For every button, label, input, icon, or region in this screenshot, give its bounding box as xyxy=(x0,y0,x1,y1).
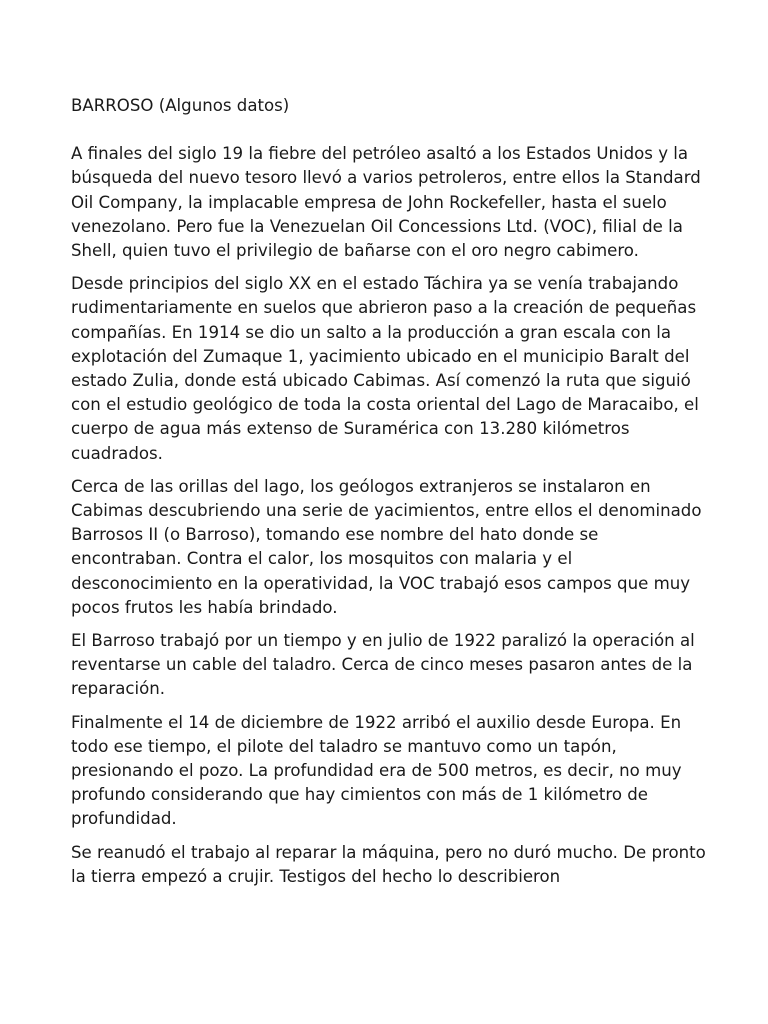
paragraph-5: Finalmente el 14 de diciembre de 1922 arribó el auxilio desde Europa. En todo ese tiempo, el pilote del taladro se mantuvo como un tapón, presionando el pozo. La profundidad era de 500 metros, es decir, no muy profundo considerando que hay cimientos con más de 1 kilómetro de profundidad. xyxy=(71,712,682,829)
paragraph-1: A finales del siglo 19 la fiebre del petróleo asaltó a los Estados Unidos y la búsqueda del nuevo tesoro llevó a varios petroleros, entre ellos la Standard Oil Company, la implacable empresa de John Rockefeller, hasta el suelo venezolano. Pero fue la Venezuelan Oil Concessions Ltd. (VOC), filial de la Shell, quien tuvo el privilegio de bañarse con el oro negro cabimero. xyxy=(71,144,701,261)
paragraph-3: Cerca de las orillas del lago, los geólogos extranjeros se instalaron en Cabimas descubriendo una serie de yacimientos, entre ellos el denominado Barrosos II (o Barroso), tomando ese nombre del hato donde se encontraban. Contra el calor, los mosquitos con malaria y el desconocimiento en la operatividad, la VOC trabajó esos campos que muy pocos frutos les había brindado. xyxy=(71,476,702,617)
document-title: BARROSO (Algunos datos) xyxy=(71,96,290,115)
document-page xyxy=(71,94,711,898)
paragraph-2: Desde principios del siglo XX en el estado Táchira ya se venía trabajando rudimentariamente en suelos que abrieron paso a la creación de pequeñas compañías. En 1914 se dio un salto a la producción a gran escala con la explotación del Zumaque 1, yacimiento ubicado en el municipio Baralt del estado Zulia, donde está ubicado Cabimas. Así comenzó la ruta que siguió con el estudio geológico de toda la costa oriental del Lago de Maracaibo, el cuerpo de agua más extenso de Suramérica con 13.280 kilómetros cuadrados. xyxy=(71,274,699,463)
paragraph-4: El Barroso trabajó por un tiempo y en julio de 1922 paralizó la operación al reventarse un cable del taladro. Cerca de cinco meses pasaron antes de la reparación. xyxy=(71,631,695,699)
paragraph-6: Se reanudó el trabajo al reparar la máquina, pero no duró mucho. De pronto la tierra empezó a crujir. Testigos del hecho lo describieron xyxy=(71,842,706,886)
